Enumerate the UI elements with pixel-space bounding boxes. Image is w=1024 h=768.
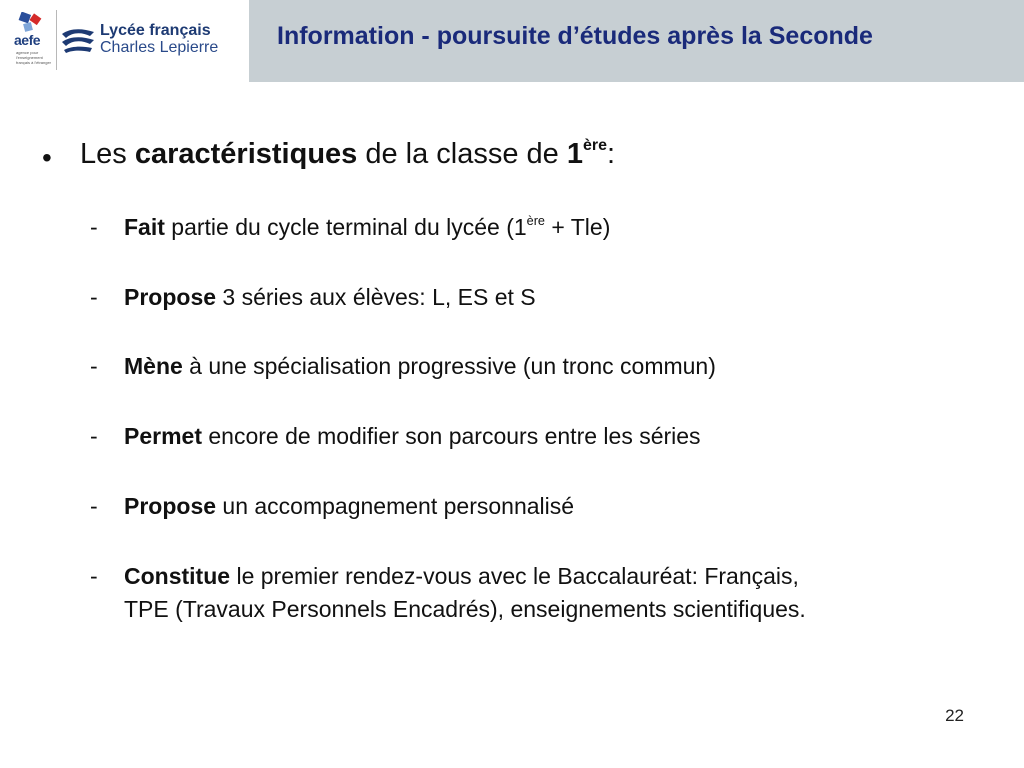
list-item-marker: -: [90, 493, 98, 519]
aefe-logo-subtitle: agence pour l'enseignement français à l'étranger: [16, 50, 52, 65]
list-item-marker: -: [90, 563, 98, 589]
aefe-logo-text: aefe: [14, 32, 41, 48]
title-bar: [249, 0, 1024, 82]
main-bullet-bold: caractéristiques: [134, 138, 358, 170]
lycee-logo-line2: Charles Lepierre: [100, 39, 219, 56]
bullet-marker: •: [42, 142, 52, 173]
list-item-marker: -: [90, 284, 98, 310]
lycee-logo-icon: [60, 26, 96, 54]
list-item-marker: -: [90, 423, 98, 449]
list-item-text: le premier rendez-vous avec le Baccalauréat: Français,: [230, 563, 799, 589]
list-item-text: 3 séries aux élèves: L, ES et S: [216, 284, 536, 310]
list-item-superscript: ère: [526, 213, 545, 228]
aefe-logo: [14, 10, 54, 76]
list-item-bold: Fait: [124, 214, 165, 240]
main-bullet-middle: de la classe de: [357, 138, 567, 170]
list-item-marker: -: [90, 214, 98, 240]
main-bullet-superscript: ère: [583, 137, 607, 155]
list-item-text-end: + Tle): [544, 214, 611, 240]
list-item-text: à une spécialisation progressive (un tronc commun): [182, 353, 716, 379]
aefe-logo-icon: [18, 12, 44, 34]
main-bullet-number: 1: [566, 138, 584, 170]
logo-divider: [56, 10, 57, 70]
list-item-bold: Propose: [124, 284, 217, 310]
list-item-text: un accompagnement personnalisé: [216, 493, 575, 519]
list-item-text-line2: TPE (Travaux Personnels Encadrés), enseignements scientifiques.: [124, 596, 806, 622]
list-item-bold: Constitue: [124, 563, 231, 589]
list-item-bold: Propose: [124, 493, 217, 519]
lycee-logo-line1: Lycée français: [100, 22, 211, 39]
lycee-logo-text: [100, 22, 218, 56]
main-bullet-text: [80, 138, 615, 171]
list-item-text: encore de modifier son parcours entre les séries: [201, 423, 701, 449]
list-item-bold: Mène: [124, 353, 183, 379]
list-item-marker: -: [90, 353, 98, 379]
slide-title: Information - poursuite d’études après la Seconde: [277, 22, 873, 50]
list-item-text: partie du cycle terminal du lycée (1: [164, 214, 527, 240]
main-bullet-suffix: :: [606, 138, 616, 170]
logo-block: [0, 0, 249, 82]
list-item-bold: Permet: [124, 423, 202, 449]
main-bullet-prefix: Les: [80, 138, 135, 170]
slide-number: 22: [945, 706, 964, 725]
